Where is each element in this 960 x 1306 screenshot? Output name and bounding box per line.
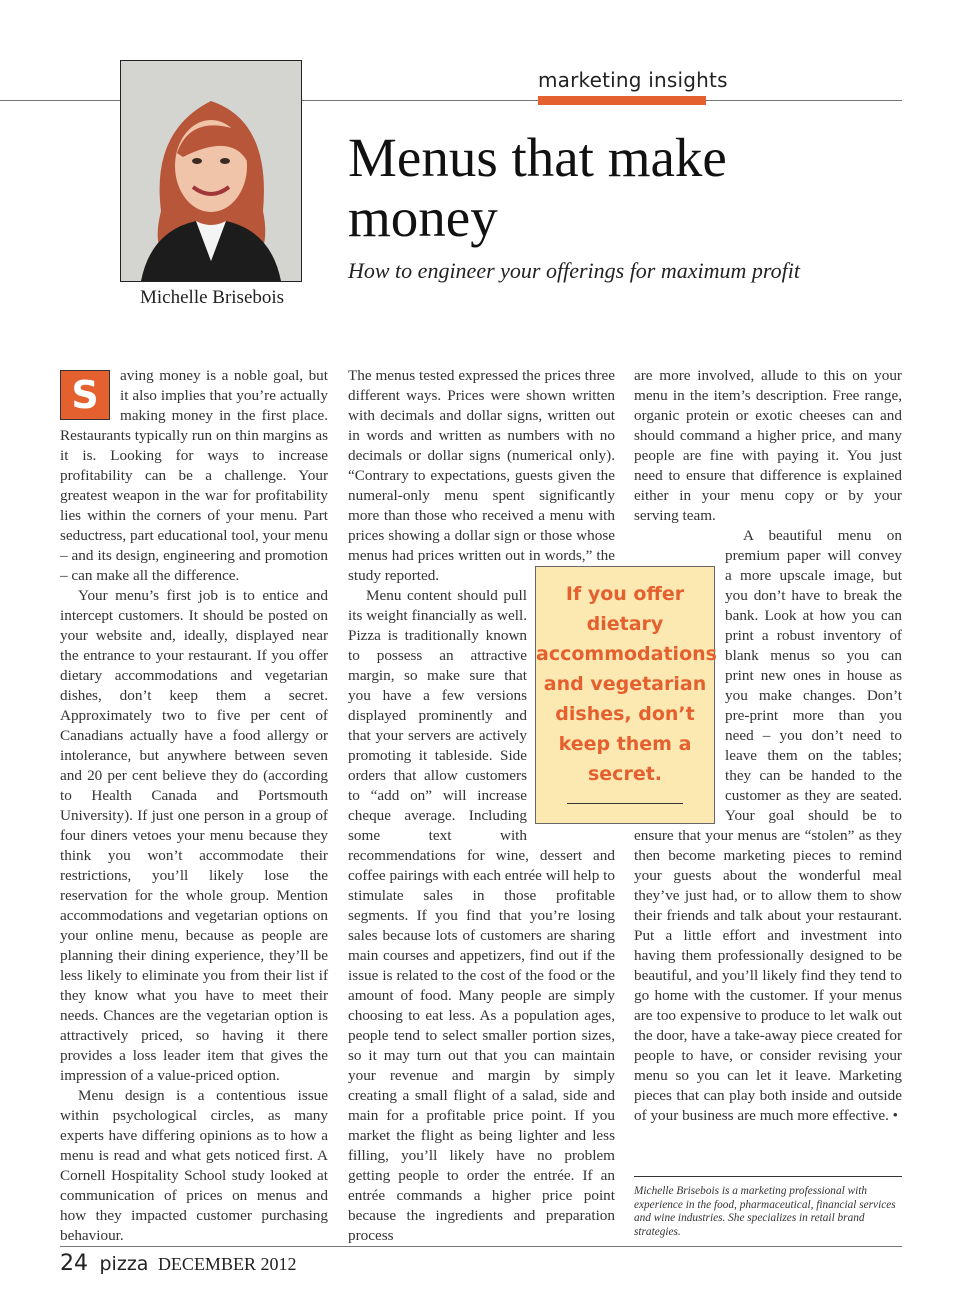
deck: How to engineer your offerings for maximum profit: [348, 258, 800, 283]
paragraph: Menu content should pull its weight financially as well. Pizza is traditionally known to possess an attractive margin, so make sure that you have a few versions displayed prominently and that your servers are actively promoting it tableside. Side orders that allow customers to “add on” will increase cheque average. Including some text with recommendations for wine, dessert and coffee pairings with each entrée will help to stimulate sales in those profitable segments. If you find that you’re losing sales because lots of customers are sharing main courses and appetizers, find out if the issue is related to the cost of the food or the amount of food. Many people are simply choosing to eat less. As a population ages, people tend to select smaller portion sizes, so it may turn out that you can maintain your revenue and margin by simply creating a small flight of a salad, side and main for a profitable price point. If you market the flight as being lighter and less filling, you’ll likely have no problem getting people to order the entrée. If an entrée commands a higher price point because the ingredients and preparation process: [348, 587, 615, 1244]
pull-quote-rule: [567, 803, 683, 804]
issue-date: DECEMBER 2012: [157, 1254, 297, 1274]
section-accent-bar: [538, 96, 706, 105]
page-number: 24: [60, 1251, 88, 1276]
author-bio: Michelle Brisebois is a marketing professional with experience in the food, pharmaceutical, financial services and wine industries. She specializes in retail brand strategies.: [634, 1185, 896, 1238]
column-1: [60, 366, 328, 1246]
paragraph: A beautiful menu on premium paper will convey a more upscale image, but you don’t have to break the bank. Look at how you can print a robust inventory of blank menus so you can print new ones in house as you make changes. Don’t pre-print more than you need – you don’t need to leave them on the tables; they can be handed to the customer as they are seated. Your goal should be to ensure that your menus are “stolen” as they then become marketing pieces to remind your guests about the wonderful meal they’ve just had, or to allow them to show their friends and talk about your restaurant. Put a little effort and investment into having them professionally designed to be beautiful, and you’ll likely find they tend to go home with the customer. If your menus are too expensive to produce to let walk out the door, have a take-away piece created for people to have, or consider revising your menu so you can let it leave. Marketing pieces that can play both inside and outside of your business are much more effective. •: [634, 527, 902, 1124]
folio: [60, 1250, 296, 1276]
author-photo: [120, 60, 302, 282]
pull-quote-text: If you offer dietary accommodations and vegetarian dishes, don’t keep them a secret.: [536, 583, 717, 785]
section-label: marketing insights: [538, 68, 728, 92]
bio-rule: [634, 1176, 902, 1177]
footer-rule: [60, 1246, 902, 1247]
author-name: Michelle Brisebois: [140, 287, 285, 308]
paragraph: are more involved, allude to this on your menu in the item’s description. Free range, organic protein or exotic cheeses can and should command a higher price, and many people are fine with paying it. You just need to ensure that difference is explained either in your menu copy or by your serving team.: [634, 367, 902, 524]
paragraph: The menus tested expressed the prices three different ways. Prices were shown written with decimals and dollar signs, written out in words and written as numbers with no decimals or dollar signs (numerical only). “Contrary to expectations, guests given the numeral-only menu spent significantly more than those who received a menu with prices showing a dollar sign or those whose menus had prices written out in words,” the study reported.: [348, 367, 615, 584]
drop-cap: S: [60, 370, 110, 420]
magazine-name: pizza: [99, 1253, 149, 1275]
pull-quote: [535, 566, 715, 824]
author-portrait-image: [121, 61, 301, 281]
paragraph: aving money is a noble goal, but it also implies that you’re actually making money in the first place. Restaurants typically run on thin margins as it is. Looking for ways to increase profitability can be a challenge. Your greatest weapon in the war for profitability lies within the corners of your menu. Part seductress, part educational tool, your menu – and its design, engineering and promotion – can make all the difference.: [60, 367, 328, 584]
headline: Menus that make money: [348, 127, 727, 248]
paragraph: Menu design is a contentious issue within psychological circles, as many experts have differing opinions as to how a menu is read and what gets noticed first. A Cornell Hospitality School study looked at communication of prices on menus and how they impacted customer purchasing behaviour.: [60, 1087, 328, 1244]
paragraph: Your menu’s first job is to entice and intercept customers. It should be posted on your website and, ideally, displayed near the entrance to your restaurant. If you offer dietary accommodations and vegetarian dishes, don’t keep them a secret. Approximately two to five per cent of Canadians actually have a food allergy or intolerance, but anywhere between seven and 20 per cent believe they do (according to Health Canada and Portsmouth University). If just one person in a group of four diners vetoes your menu because they think you won’t accommodate their restrictions, you’ll likely lose the reservation for the whole group. Mention accommodations and vegetarian options on your online menu, because as people are planning their dining experience, they’ll be less likely to eliminate you from their list if they know what you have to meet their needs. Chances are the vegetarian option is attractively priced, so having it there provides a loss leader item that gives the impression of a value-priced option.: [60, 587, 328, 1084]
